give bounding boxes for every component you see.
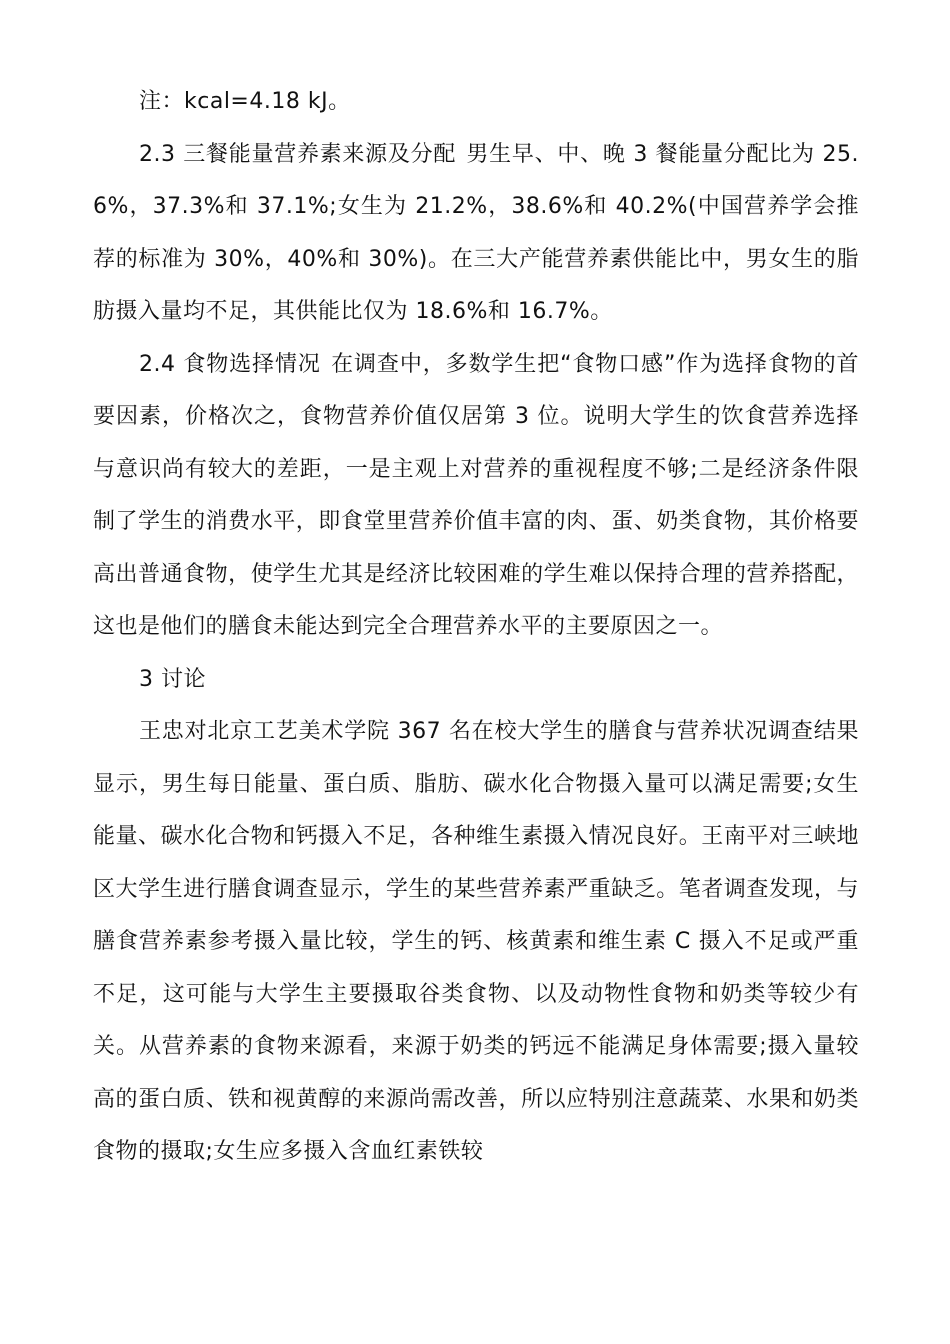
section-3-heading (93, 654, 859, 707)
section-2-3-heading: 2.3 三餐能量营养素来源及分配 (139, 141, 457, 167)
section-2-3-body: 男生早、中、晚 3 餐能量分配比为 25.6%，37.3%和 37.1%;女生为 21.2%，38.6%和 40.2%(中国营养学会推荐的标准为 30%，40%和 30%)。在三大产能营养素供能比中，男女生的脂肪摄入量均不足，其供能比仅为 18.6%和 16.7%。 (93, 141, 860, 324)
section-3-title: 3 讨论 (139, 666, 206, 692)
section-2-4-paragraph (93, 339, 859, 654)
section-2-4-body: 在调查中，多数学生把“食物口感”作为选择食物的首要因素，价格次之，食物营养价值仅居第 3 位。说明大学生的饮食营养选择与意识尚有较大的差距，一是主观上对营养的重视程度不够;二是经济条件限制了学生的消费水平，即食堂里营养价值丰富的肉、蛋、奶类食物，其价格要高出普通食物，使学生尤其是经济比较困难的学生难以保持合理的营养搭配，这也是他们的膳食未能达到完全合理营养水平的主要原因之一。 (93, 351, 860, 639)
section-3-body: 王忠对北京工艺美术学院 367 名在校大学生的膳食与营养状况调查结果显示，男生每日能量、蛋白质、脂肪、碳水化合物摄入量可以满足需要;女生能量、碳水化合物和钙摄入不足，各种维生素摄入情况良好。王南平对三峡地区大学生进行膳食调查显示，学生的某些营养素严重缺乏。笔者调查发现，与膳食营养素参考摄入量比较，学生的钙、核黄素和维生素 C 摄入不足或严重不足，这可能与大学生主要摄取谷类食物、以及动物性食物和奶类等较少有关。从营养素的食物来源看，来源于奶类的钙远不能满足身体需要;摄入量较高的蛋白质、铁和视黄醇的来源尚需改善，所以应特别注意蔬菜、水果和奶类食物的摄取;女生应多摄入含血红素铁较 (93, 719, 859, 1164)
section-3-paragraph (93, 706, 859, 1179)
note-text: 注：kcal=4.18 kJ。 (139, 89, 351, 114)
section-2-4-heading: 2.4 食物选择情况 (139, 351, 321, 377)
section-2-3-paragraph (93, 129, 859, 339)
note-paragraph (93, 76, 859, 129)
document-page (93, 76, 859, 1179)
